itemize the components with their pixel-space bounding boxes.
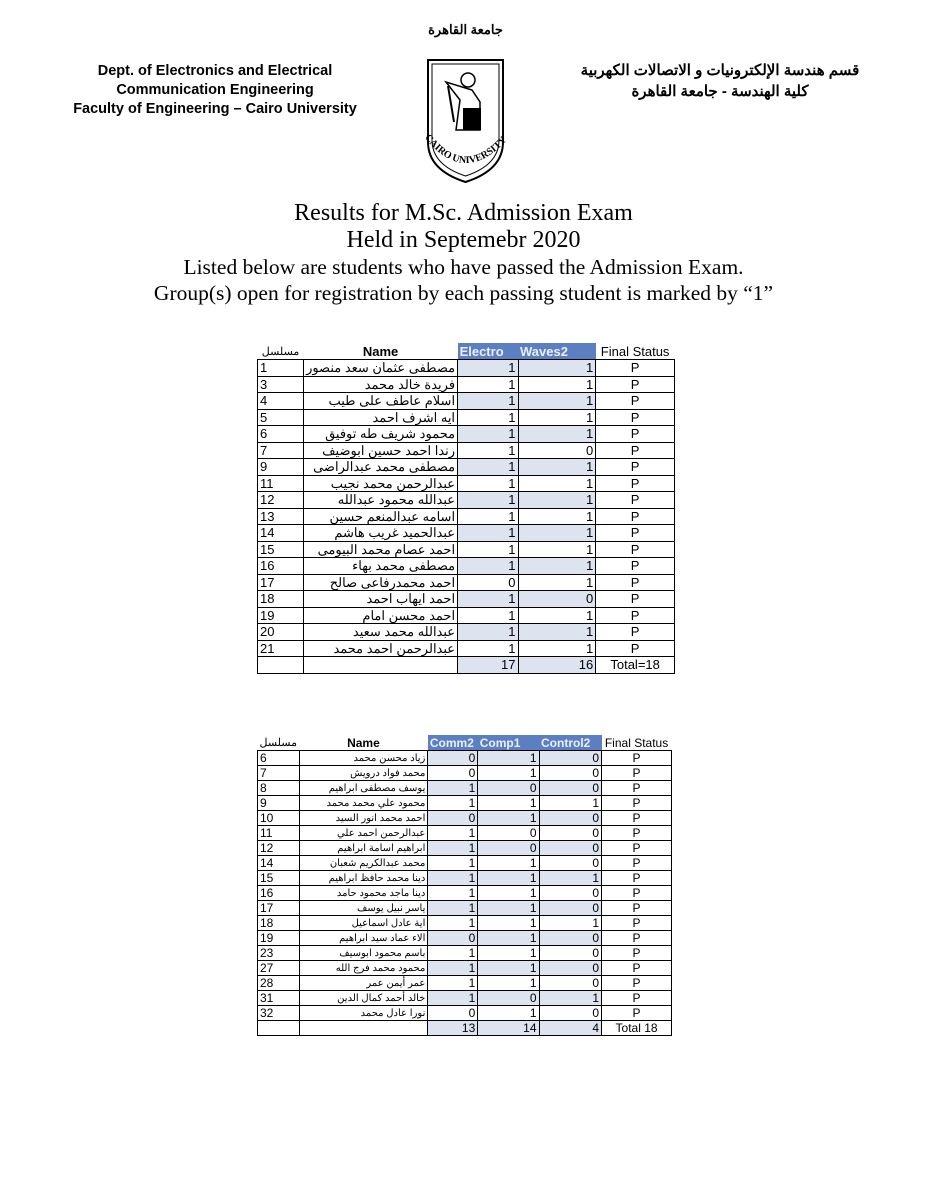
serial-number: 14 [258,525,304,542]
control2-value: 1 [539,991,602,1006]
waves2-value: 1 [518,541,596,558]
header-line: قسم هندسة الإلكترونيات و الاتصالات الكهربية [580,62,860,79]
final-status-value: P [602,946,672,961]
electro-value: 1 [458,459,518,476]
student-name: زياد محسن محمد [299,751,428,766]
student-name: مصطفى محمد بهاء [304,558,458,575]
col-header-control2: Control2 [539,735,602,751]
comm2-value: 1 [428,781,478,796]
final-status-value: P [602,811,672,826]
final-status-value: P [602,826,672,841]
student-name: عمر أيمن عمر [299,976,428,991]
table-row [258,459,675,476]
final-status-value: P [602,871,672,886]
comp1-value: 1 [478,796,539,811]
waves2-value: 1 [518,426,596,443]
serial-number: 13 [258,508,304,525]
control2-value: 0 [539,1006,602,1021]
electro-value: 1 [458,640,518,657]
serial-number: 20 [258,624,304,641]
waves2-value: 1 [518,558,596,575]
waves2-value: 1 [518,640,596,657]
totals-row [258,1021,672,1036]
table-row [258,442,675,459]
student-name: احمد ايهاب احمد [304,591,458,608]
student-name: خالد أحمد كمال الدين [299,991,428,1006]
serial-number: 32 [258,1006,300,1021]
waves2-value: 1 [518,393,596,410]
table-row [258,376,675,393]
comp1-value: 1 [478,811,539,826]
final-status-value: P [596,591,675,608]
waves2-value: 1 [518,508,596,525]
total-label: Total 18 [602,1021,672,1036]
student-name: فريدة خالد محمد [304,376,458,393]
control2-value: 0 [539,901,602,916]
final-status-value: P [596,492,675,509]
comp1-value: 1 [478,916,539,931]
header-line: Faculty of Engineering – Cairo University [73,101,357,117]
comm2-total: 13 [428,1021,478,1036]
waves2-value: 1 [518,459,596,476]
control2-value: 0 [539,811,602,826]
intro-text: Listed below are students who have passed the Admission Exam. [183,255,744,279]
student-name: عبدالرحمن احمد علي [299,826,428,841]
comm2-value: 1 [428,826,478,841]
student-name: عبدالله محمد سعيد [304,624,458,641]
control2-value: 1 [539,796,602,811]
student-name: احمد عصام محمد البيومى [304,541,458,558]
comp1-value: 0 [478,781,539,796]
table-row [258,751,672,766]
student-name: محمد عبدالكريم شعبان [299,856,428,871]
student-name: ياسر نبيل يوسف [299,901,428,916]
student-name: ايه اشرف احمد [304,409,458,426]
electro-value: 1 [458,508,518,525]
header-line: كلية الهندسة - جامعة القاهرة [631,83,809,100]
serial-number: 17 [258,901,300,916]
totals-row [258,657,675,674]
comm2-value: 1 [428,991,478,1006]
table-row [258,426,675,443]
final-status-value: P [596,475,675,492]
electro-value: 1 [458,591,518,608]
student-name: دينا محمد حافظ ابراهيم [299,871,428,886]
table-row [258,991,672,1006]
control2-value: 0 [539,766,602,781]
comp1-value: 1 [478,856,539,871]
final-status-value: P [602,901,672,916]
empty-cell [299,1021,428,1036]
control2-value: 0 [539,841,602,856]
final-status-value: P [602,796,672,811]
student-name: اسامه عبدالمنعم حسين [304,508,458,525]
serial-number: 11 [258,826,300,841]
student-name: مصطفى محمد عبدالراضى [304,459,458,476]
electro-value: 1 [458,426,518,443]
serial-number: 18 [258,916,300,931]
comp1-total: 14 [478,1021,539,1036]
table-row [258,541,675,558]
serial-number: 23 [258,946,300,961]
comp1-value: 1 [478,886,539,901]
electro-value: 1 [458,376,518,393]
student-name: رندا احمد حسين ابوضيف [304,442,458,459]
serial-number: 7 [258,766,300,781]
serial-number: 3 [258,376,304,393]
control2-value: 0 [539,886,602,901]
student-name: اية عادل اسماعيل [299,916,428,931]
final-status-value: P [602,961,672,976]
col-header-serial: مسلسل [261,345,300,358]
student-name: احمد محسن امام [304,607,458,624]
serial-number: 14 [258,856,300,871]
results-table-2 [257,735,672,1036]
page-subtitle: Held in Septemebr 2020 [346,227,581,253]
waves2-value: 1 [518,475,596,492]
control2-value: 0 [539,946,602,961]
comm2-value: 1 [428,886,478,901]
control2-value: 0 [539,826,602,841]
final-status-value: P [596,376,675,393]
serial-number: 15 [258,541,304,558]
student-name: ابراهيم اسامة ابراهيم [299,841,428,856]
serial-number: 5 [258,409,304,426]
control2-value: 0 [539,751,602,766]
waves2-value: 1 [518,624,596,641]
electro-value: 1 [458,360,518,377]
document-titles [0,200,927,306]
final-status-value: P [596,508,675,525]
comm2-value: 1 [428,796,478,811]
final-status-value: P [602,766,672,781]
electro-value: 1 [458,442,518,459]
table-header-row [258,735,672,751]
comm2-value: 1 [428,976,478,991]
col-header-waves2: Waves2 [518,343,596,360]
electro-value: 1 [458,475,518,492]
table-row [258,640,675,657]
serial-number: 18 [258,591,304,608]
student-name: احمد محمد انور السيد [299,811,428,826]
table-row [258,931,672,946]
serial-number: 31 [258,991,300,1006]
table-row [258,901,672,916]
comp1-value: 1 [478,946,539,961]
final-status-value: P [596,574,675,591]
comm2-value: 1 [428,916,478,931]
page-title: Results for M.Sc. Admission Exam [294,200,633,226]
student-name: اسلام عاطف على طيب [304,393,458,410]
waves2-value: 1 [518,492,596,509]
final-status-value: P [596,607,675,624]
student-name: عبدالرحمن محمد نجيب [304,475,458,492]
control2-value: 0 [539,976,602,991]
serial-number: 16 [258,558,304,575]
table-row [258,409,675,426]
logo-caption: جامعة القاهرة [428,22,503,37]
table-row [258,796,672,811]
results-table-1 [257,343,675,674]
final-status-value: P [596,525,675,542]
table-row [258,781,672,796]
table-row [258,558,675,575]
table-row [258,1006,672,1021]
serial-number: 16 [258,886,300,901]
serial-number: 15 [258,871,300,886]
final-status-value: P [602,1006,672,1021]
waves2-value: 1 [518,376,596,393]
table-row [258,916,672,931]
col-header-name: Name [362,343,399,359]
waves2-value: 1 [518,360,596,377]
serial-number: 10 [258,811,300,826]
table-row [258,856,672,871]
serial-number: 21 [258,640,304,657]
waves2-value: 1 [518,607,596,624]
table-row [258,976,672,991]
table-row [258,886,672,901]
department-header-arabic [545,60,895,102]
serial-number: 7 [258,442,304,459]
col-header-name: Name [347,735,380,750]
comm2-value: 1 [428,961,478,976]
control2-value: 0 [539,961,602,976]
student-name: عبدالحميد غريب هاشم [304,525,458,542]
comp1-value: 1 [478,931,539,946]
waves2-value: 1 [518,525,596,542]
comm2-value: 0 [428,811,478,826]
col-header-electro: Electro [458,343,518,360]
col-header-comm2: Comm2 [428,735,478,751]
comm2-value: 1 [428,946,478,961]
final-status-value: P [602,856,672,871]
final-status-value: P [602,751,672,766]
serial-number: 9 [258,796,300,811]
electro-value: 0 [458,574,518,591]
final-status-value: P [596,541,675,558]
col-header-final-status: Final Status [604,735,669,750]
table-row [258,811,672,826]
student-name: محمود شريف طه توفيق [304,426,458,443]
comp1-value: 1 [478,901,539,916]
table-row [258,508,675,525]
empty-cell [258,657,304,674]
final-status-value: P [596,624,675,641]
waves2-value: 1 [518,574,596,591]
comp1-value: 1 [478,1006,539,1021]
electro-total: 17 [458,657,518,674]
serial-number: 8 [258,781,300,796]
electro-value: 1 [458,492,518,509]
final-status-value: P [602,931,672,946]
serial-number: 11 [258,475,304,492]
final-status-value: P [596,640,675,657]
comm2-value: 1 [428,871,478,886]
table-row [258,624,675,641]
total-label: Total=18 [596,657,675,674]
student-name: عبدالله محمود عبدالله [304,492,458,509]
student-name: محمود محمد فرج الله [299,961,428,976]
table-row [258,766,672,781]
empty-cell [304,657,458,674]
control2-value: 0 [539,781,602,796]
student-name: محمود علي محمد محمد [299,796,428,811]
comp1-value: 1 [478,976,539,991]
student-name: باسم محمود ابوسيف [299,946,428,961]
comm2-value: 1 [428,856,478,871]
comp1-value: 1 [478,751,539,766]
cairo-university-logo [408,22,523,187]
student-name: محمد فواد درويش [299,766,428,781]
comp1-value: 0 [478,841,539,856]
header-line: Dept. of Electronics and Electrical [97,63,333,79]
logo-text: CAIRO UNIVERSITY [422,132,509,167]
control2-value: 1 [539,916,602,931]
table-header-row [258,343,675,360]
serial-number: 12 [258,841,300,856]
serial-number: 6 [258,751,300,766]
control2-value: 1 [539,871,602,886]
final-status-value: P [596,409,675,426]
waves2-value: 0 [518,591,596,608]
comm2-value: 0 [428,931,478,946]
electro-value: 1 [458,525,518,542]
table-row [258,607,675,624]
student-name: يوسف مصطفى ابراهيم [299,781,428,796]
final-status-value: P [596,558,675,575]
table-row [258,871,672,886]
serial-number: 17 [258,574,304,591]
table-row [258,574,675,591]
final-status-value: P [596,393,675,410]
serial-number: 27 [258,961,300,976]
serial-number: 9 [258,459,304,476]
comp1-value: 0 [478,991,539,1006]
electro-value: 1 [458,541,518,558]
control2-value: 0 [539,931,602,946]
waves2-total: 16 [518,657,596,674]
electro-value: 1 [458,409,518,426]
table-row [258,591,675,608]
final-status-value: P [602,916,672,931]
electro-value: 1 [458,558,518,575]
comm2-value: 0 [428,1006,478,1021]
comp1-value: 1 [478,961,539,976]
control2-total: 4 [539,1021,602,1036]
col-header-final-status: Final Status [600,343,670,359]
table-row [258,492,675,509]
comm2-value: 1 [428,841,478,856]
comp1-value: 1 [478,766,539,781]
table-row [258,475,675,492]
university-seal-icon [408,22,523,187]
final-status-value: P [596,459,675,476]
serial-number: 12 [258,492,304,509]
comm2-value: 0 [428,766,478,781]
table-row [258,360,675,377]
electro-value: 1 [458,393,518,410]
final-status-value: P [602,991,672,1006]
serial-number: 6 [258,426,304,443]
control2-value: 0 [539,856,602,871]
waves2-value: 0 [518,442,596,459]
student-name: الاء عماد سيد ابراهيم [299,931,428,946]
final-status-value: P [596,360,675,377]
serial-number: 28 [258,976,300,991]
electro-value: 1 [458,607,518,624]
header-line: Communication Engineering [116,82,314,98]
comp1-value: 0 [478,826,539,841]
student-name: عبدالرحمن احمد محمد [304,640,458,657]
final-status-value: P [602,781,672,796]
final-status-value: P [602,841,672,856]
table-row [258,946,672,961]
waves2-value: 1 [518,409,596,426]
final-status-value: P [596,442,675,459]
col-header-comp1: Comp1 [478,735,539,751]
table-row [258,525,675,542]
serial-number: 4 [258,393,304,410]
table-row [258,841,672,856]
serial-number: 19 [258,607,304,624]
serial-number: 1 [258,360,304,377]
department-header-english [40,62,390,119]
student-name: احمد محمدرفاعى صالح [304,574,458,591]
col-header-serial: مسلسل [259,737,297,749]
serial-number: 19 [258,931,300,946]
table-row [258,393,675,410]
electro-value: 1 [458,624,518,641]
comm2-value: 1 [428,901,478,916]
empty-cell [258,1021,300,1036]
student-name: دينا ماجد محمود حامد [299,886,428,901]
comm2-value: 0 [428,751,478,766]
final-status-value: P [596,426,675,443]
intro-note: Group(s) open for registration by each passing student is marked by “1” [153,281,774,305]
table-row [258,961,672,976]
final-status-value: P [602,976,672,991]
table-row [258,826,672,841]
comp1-value: 1 [478,871,539,886]
student-name: مصطفى عثمان سعد منصور [304,360,458,377]
final-status-value: P [602,886,672,901]
student-name: نورا عادل محمد [299,1006,428,1021]
